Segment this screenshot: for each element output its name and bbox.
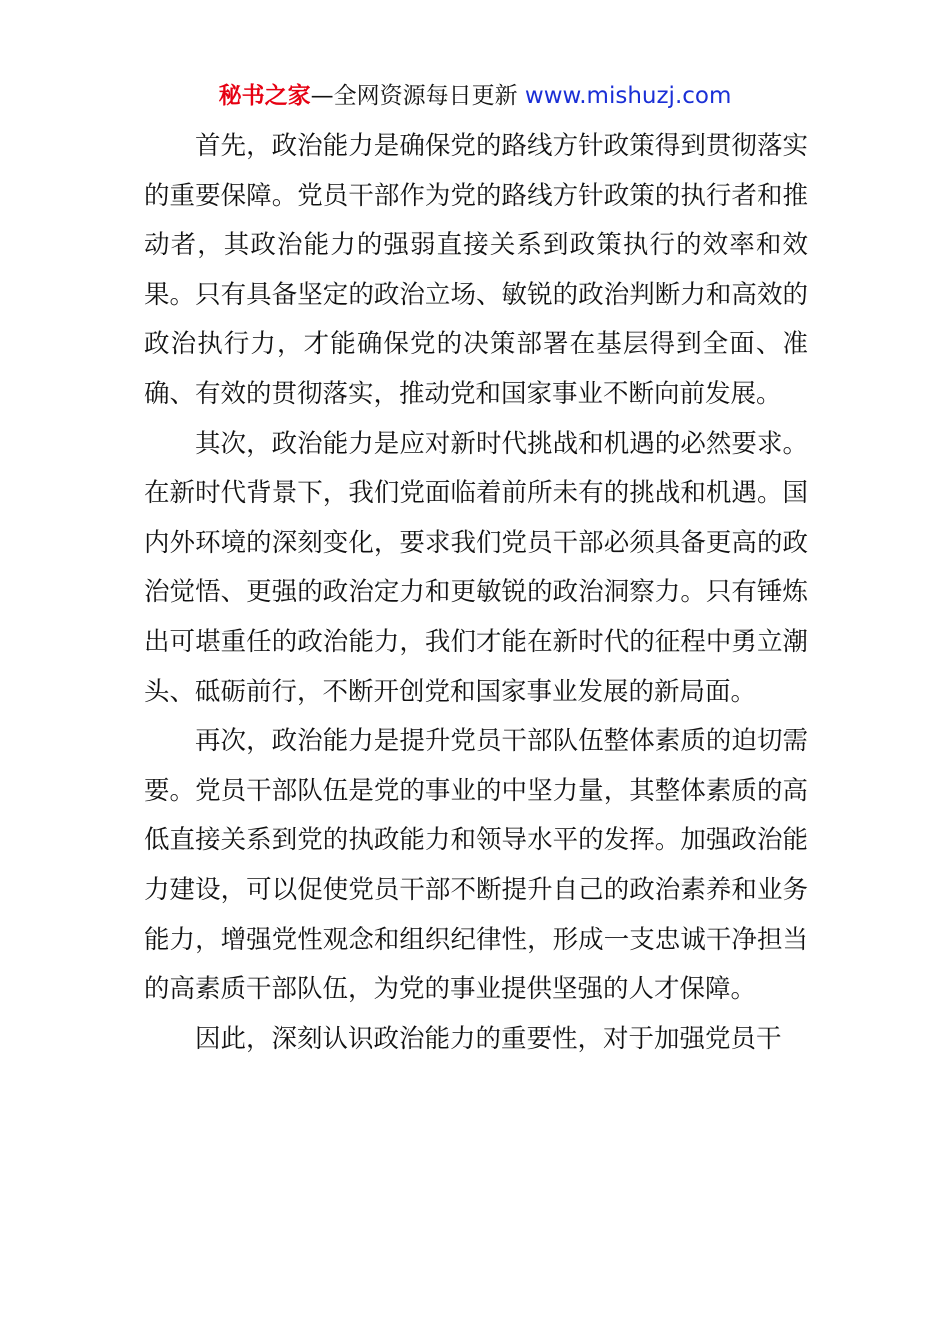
paragraph-4: 因此，深刻认识政治能力的重要性，对于加强党员干 — [195, 1023, 782, 1054]
brand-name: 秘书之家 — [218, 83, 311, 109]
paragraph-2: 其次，政治能力是应对新时代挑战和机遇的必然要求。在新时代背景下，我们党面临着前所未有的挑战和机遇。国内外环境的深刻变化，要求我们党员干部必须具备更高的政治觉悟、更强的政治定力和更敏锐的政治洞察力。只有锤炼出可堪重任的政治能力，我们才能在新时代的征程中勇立潮头、砥砺前行，不断开创党和国家事业发展的新局面。 — [144, 428, 808, 707]
site-link[interactable]: www.mishuzj.com — [524, 83, 732, 109]
paragraph-1: 首先，政治能力是确保党的路线方针政策得到贯彻落实的重要保障。党员干部作为党的路线方针政策的执行者和推动者，其政治能力的强弱直接关系到政策执行的效率和效果。只有具备坚定的政治立场、敏锐的政治判断力和高效的政治执行力，才能确保党的决策部署在基层得到全面、准确、有效的贯彻落实，推动党和国家事业不断向前发展。 — [144, 131, 808, 409]
page-header — [0, 80, 950, 112]
paragraph-3: 再次，政治能力是提升党员干部队伍整体素质的迫切需要。党员干部队伍是党的事业的中坚力量，其整体素质的高低直接关系到党的执政能力和领导水平的发挥。加强政治能力建设，可以促使党员干部不断提升自己的政治素养和业务能力，增强党性观念和组织纪律性，形成一支忠诚干净担当的高素质干部队伍，为党的事业提供坚强的人才保障。 — [144, 726, 808, 1005]
header-tagline: —全网资源每日更新 — [310, 83, 518, 109]
document-body — [144, 122, 808, 1064]
